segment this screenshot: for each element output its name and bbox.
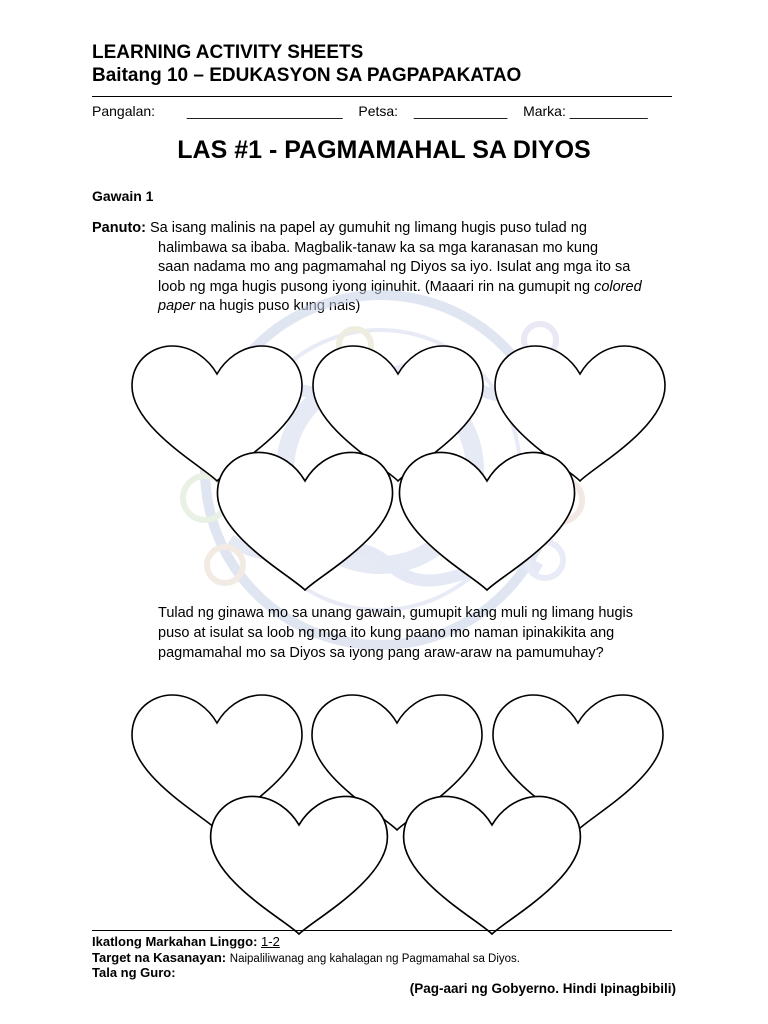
second-activity-line-3: pagmamahal mo sa Diyos sa iyong pang araw-araw na pamumuhay? bbox=[158, 645, 604, 661]
second-activity-paragraph bbox=[158, 603, 678, 663]
instructions-italic-colored: colored bbox=[594, 278, 642, 295]
sheet-header-title: LEARNING ACTIVITY SHEETS bbox=[92, 42, 364, 63]
footer-teacher-note bbox=[92, 965, 176, 980]
footer-week bbox=[92, 934, 280, 949]
heart-shape bbox=[399, 452, 574, 590]
instructions-line-2: halimbawa sa ibaba. Magbalik-tanaw ka sa mga karanasan mo kung bbox=[158, 239, 599, 256]
week-value: 1-2 bbox=[261, 934, 280, 949]
footer-divider bbox=[92, 930, 672, 931]
sheet-header-subject: Baitang 10 – EDUKASYON SA PAGPAPAKATAO bbox=[92, 65, 522, 86]
second-activity-line-2: puso at isulat sa loob ng mga ito kung paano mo naman ipinakikita ang bbox=[158, 625, 615, 641]
grade-blank: __________ bbox=[569, 103, 648, 119]
target-label: Target na Kasanayan: bbox=[92, 950, 227, 965]
week-label: Ikatlong Markahan Linggo: bbox=[92, 934, 258, 949]
instructions-line-3: saan nadama mo ang pagmamahal ng Diyos sa iyo. Isulat ang mga ito sa bbox=[158, 259, 631, 275]
government-property-note: (Pag-aari ng Gobyerno. Hindi Ipinagbibili) bbox=[409, 981, 676, 996]
date-blank: ____________ bbox=[413, 103, 508, 119]
heart-shape bbox=[404, 796, 581, 934]
teacher-label: Tala ng Guro: bbox=[92, 965, 176, 980]
target-value: Naipaliliwanag ang kahalagan ng Pagmamahal sa Diyos. bbox=[229, 953, 521, 965]
name-label: Pangalan: bbox=[92, 103, 156, 119]
instructions-label: Panuto: bbox=[92, 220, 146, 236]
instructions-line-5: na hugis puso kung nais) bbox=[195, 298, 361, 314]
second-activity-line-1: Tulad ng ginawa mo sa unang gawain, gumupit kang muli ng limang hugis bbox=[158, 605, 634, 621]
date-label: Petsa: bbox=[358, 103, 399, 119]
instructions-italic-paper: paper bbox=[158, 298, 196, 314]
footer-target bbox=[92, 950, 520, 965]
heart-shape bbox=[211, 796, 388, 934]
hearts-group-2 bbox=[132, 695, 663, 934]
instructions-line-1: Sa isang malinis na papel ay gumuhit ng limang hugis puso tulad ng bbox=[145, 220, 587, 236]
page-title: LAS #1 - PAGMAMAHAL SA DIYOS bbox=[177, 136, 591, 164]
instructions-line-4: loob ng mga hugis pusong iyong iginuhit. (Maaari rin na gumupit ng bbox=[158, 278, 595, 295]
name-blank: ____________________ bbox=[186, 103, 343, 119]
grade-label: Marka: bbox=[523, 103, 566, 119]
activity-heading: Gawain 1 bbox=[92, 188, 154, 204]
